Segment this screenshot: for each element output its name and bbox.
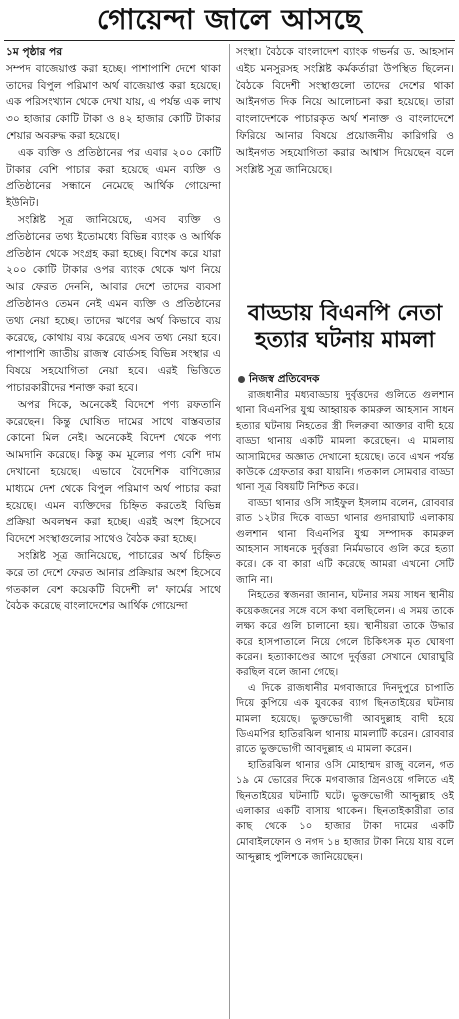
second-story-byline <box>238 372 454 387</box>
second-story-body <box>236 388 454 1016</box>
article-left-column <box>6 44 221 1017</box>
article-paragraph: সংশ্লিষ্ট সূত্র জানিয়েছে, এসব ব্যক্তি ও প্রতিষ্ঠানের তথ্য ইতোমধ্যে বিভিন্ন ব্যাংক ও আর্থিক প্রতিষ্ঠান থেকে সংগ্রহ করা হচ্ছে। বিশেষ করে যারা ২০০ কোটি টাকার ওপর ব্যাংক থেকে ঋণ নিয়ে আর ফেরত দেননি, আবার দেশে তাদের ব্যবসা প্রতিষ্ঠানও তেমন নেই এমন ব্যক্তি ও প্রতিষ্ঠানের তথ্য নেয়া হচ্ছে। তাদের ঋণের অর্থ কিভাবে ব্যয় করেছে, কোথায় ব্যয় করেছে এসব তথ্য নেয়া হবে। পাশাপাশি জাতীয় রাজস্ব বোর্ডসহ বিভিন্ন সংস্থার এ বিষয়ে সহযোগিতা নেয়া হবে। এরই ভিত্তিতে পাচারকারীদের শনাক্ত করা হবে। <box>6 213 221 394</box>
second-story-headline: বাড্ডায় বিএনপি নেতা হত্যার ঘটনায় মামলা <box>247 301 443 353</box>
article-paragraph: অপর দিকে, অনেকেই বিদেশে পণ্য রফতানি করেছেন। কিন্তু ঘোষিত দামের সাথে বাস্তবতার কোনো মিল নেই। অনেকেই বিদেশ থেকে পণ্য আমদানি করেছে। কিন্তু কম মূল্যের পণ্য বেশি দাম দেখানো হয়েছে। এভাবে বৈদেশিক বাণিজ্যের মাধ্যমে দেশ থেকে বিপুল পরিমাণ অর্থ পাচার করা হয়েছে। এমন ব্যক্তিদের চিহ্নিত করতেই বিভিন্ন প্রক্রিয়া অবলম্বন করা হচ্ছে। এরই অংশ হিসেবে বিদেশে সংস্থাগুলোর সাথেও বৈঠক করা হচ্ছে। <box>6 398 221 546</box>
column-separator <box>229 44 230 1019</box>
article-paragraph: সংশ্লিষ্ট সূত্র জানিয়েছে, পাচারের অর্থ চিহ্নিত করে তা দেশে ফেরত আনার প্রক্রিয়ার অংশ হিসেবে গতকাল বেশ কয়েকটি বিদেশী ল' ফার্মের সাথে বৈঠক করেছে বাংলাদেশের আর্থিক গোয়েন্দা <box>6 549 221 613</box>
story-paragraph: হাতিরঝিল থানার ওসি মোহাম্মদ রাজু বলেন, গত ১৯ মে ভোরের দিকে মগবাজার গ্রিনওয়ে গলিতে এই ছিনতাইয়ের ঘটনাটি ঘটে। ভুক্তভোগী আব্দুল্লাহ ওই এলাকার একটি বাসায় থাকেন। ছিনতাইকারীরা তার কাছ থেকে ১০ হাজার টাকা দামের একটি মোবাইলফোন ও নগদ ১৪ হাজার টাকা নিয়ে যায় বলে আব্দুল্লাহ পুলিশকে জানিয়েছেন। <box>236 759 454 864</box>
story-paragraph: এ দিকে রাজধানীর মগবাজারে দিনদুপুরে চাপাতি দিয়ে কুপিয়ে এক যুবকের ব্যাগ ছিনতাইয়ের ঘটনায় মামলা হয়েছে। ভুক্তভোগী আবদুল্লাহ বাদী হয়ে ডিএমপির হাতিরঝিল থানায় মামলাটি করেন। রোববার রাতে ভুক্তভোগী আবদুল্লাহ এ মামলা করেন। <box>236 682 454 756</box>
article-paragraph: এক ব্যক্তি ও প্রতিষ্ঠানের পর এবার ২০০ কোটি টাকার বেশি পাচার করা হয়েছে এমন ব্যক্তি ও প্রতিষ্ঠানের সন্ধানে নেমেছে আর্থিক গোয়েন্দা ইউনিট। <box>6 146 221 210</box>
headline-divider <box>4 40 455 41</box>
byline-text: নিজস্ব প্রতিবেদক <box>249 373 320 385</box>
story-paragraph: রাজধানীর মধ্যবাড্ডায় দুর্বৃত্তদের গুলিতে গুলশান থানা বিএনপির যুগ্ম আহ্বায়ক কামরুল আহসান সাধন হত্যার ঘটনায় নিহতের স্ত্রী দিলরুবা আক্তার বাদী হয়ে বাড্ডা থানায় একটি মামলা করেছেন। এ মামলায় আসামিদের অজ্ঞাত দেখানো হয়েছে। তবে এখন পর্যন্ত কাউকে গ্রেফতার করা যায়নি। গতকাল সোমবার বাড্ডা থানা সূত্র বিষয়টি নিশ্চিত করে। <box>236 390 454 494</box>
article-paragraph: সম্পদ বাজেয়াপ্ত করা হচ্ছে। পাশাপাশি দেশে থাকা তাদের বিপুল পরিমাণ অর্থ বাজেয়াপ্ত করা হয়েছে। এক পরিসংখ্যান থেকে দেখা যায়, এ পর্যন্ত এক লাখ ৩০ হাজার কোটি টাকা ও ৪২ হাজার কোটি টাকার শেয়ার অবরুদ্ধ করা হয়েছে। <box>6 62 221 142</box>
bullet-icon <box>238 376 245 383</box>
continued-label: ১ম পৃষ্ঠার পর <box>6 46 63 58</box>
story-paragraph: বাড্ডা থানার ওসি সাইফুল ইসলাম বলেন, রোববার রাত ১২টার দিকে বাড্ডা থানার গুদারাঘাট এলাকায় গুলশান থানা বিএনপির যুগ্ম সম্পাদক কামরুল আহসান সাধনকে দুর্বৃত্তরা নির্মমভাবে গুলি করে হত্যা করে। কে বা কারা এটি করেছে আমরা এখনো সেটি জানি না। <box>236 497 454 586</box>
article-right-column-continued <box>236 44 454 294</box>
main-headline: গোয়েন্দা জালে আসছে <box>96 3 363 36</box>
story-paragraph: নিহতের স্বজনরা জানান, ঘটনার সময় সাধন স্থানীয় কয়েকজনের সঙ্গে বসে কথা বলছিলেন। এ সময় তাকে লক্ষ্য করে গুলি চালানো হয়। স্থানীয়রা তাকে উদ্ধার করে হাসপাতালে নিয়ে গেলে চিকিৎসক মৃত ঘোষণা করেন। হত্যাকাণ্ডের আগে দুর্বৃত্তরা সেখানে ঘোরাঘুরি করছিল বলে জানা গেছে। <box>236 590 454 679</box>
article-paragraph: সংস্থা। বৈঠকে বাংলাদেশ ব্যাংক গভর্নর ড. আহসান এইচ মনসুরসহ সংশ্লিষ্ট কর্মকর্তারা উপস্থিত ছিলেন। বৈঠকে বিদেশী সংস্থাগুলো তাদের দেশের থাকা আইনগত দিক নিয়ে আলোচনা করা হয়েছে। তারা বাংলাদেশকে পাচারকৃত অর্থ শনাক্ত ও বাংলাদেশে ফিরিয়ে আনার বিষয়ে প্রয়োজনীয় কারিগরি ও আইনগত সহযোগিতা করার আশ্বাস দিয়েছেন বলে সংশ্লিষ্ট সূত্র জানিয়েছে। <box>236 46 454 176</box>
